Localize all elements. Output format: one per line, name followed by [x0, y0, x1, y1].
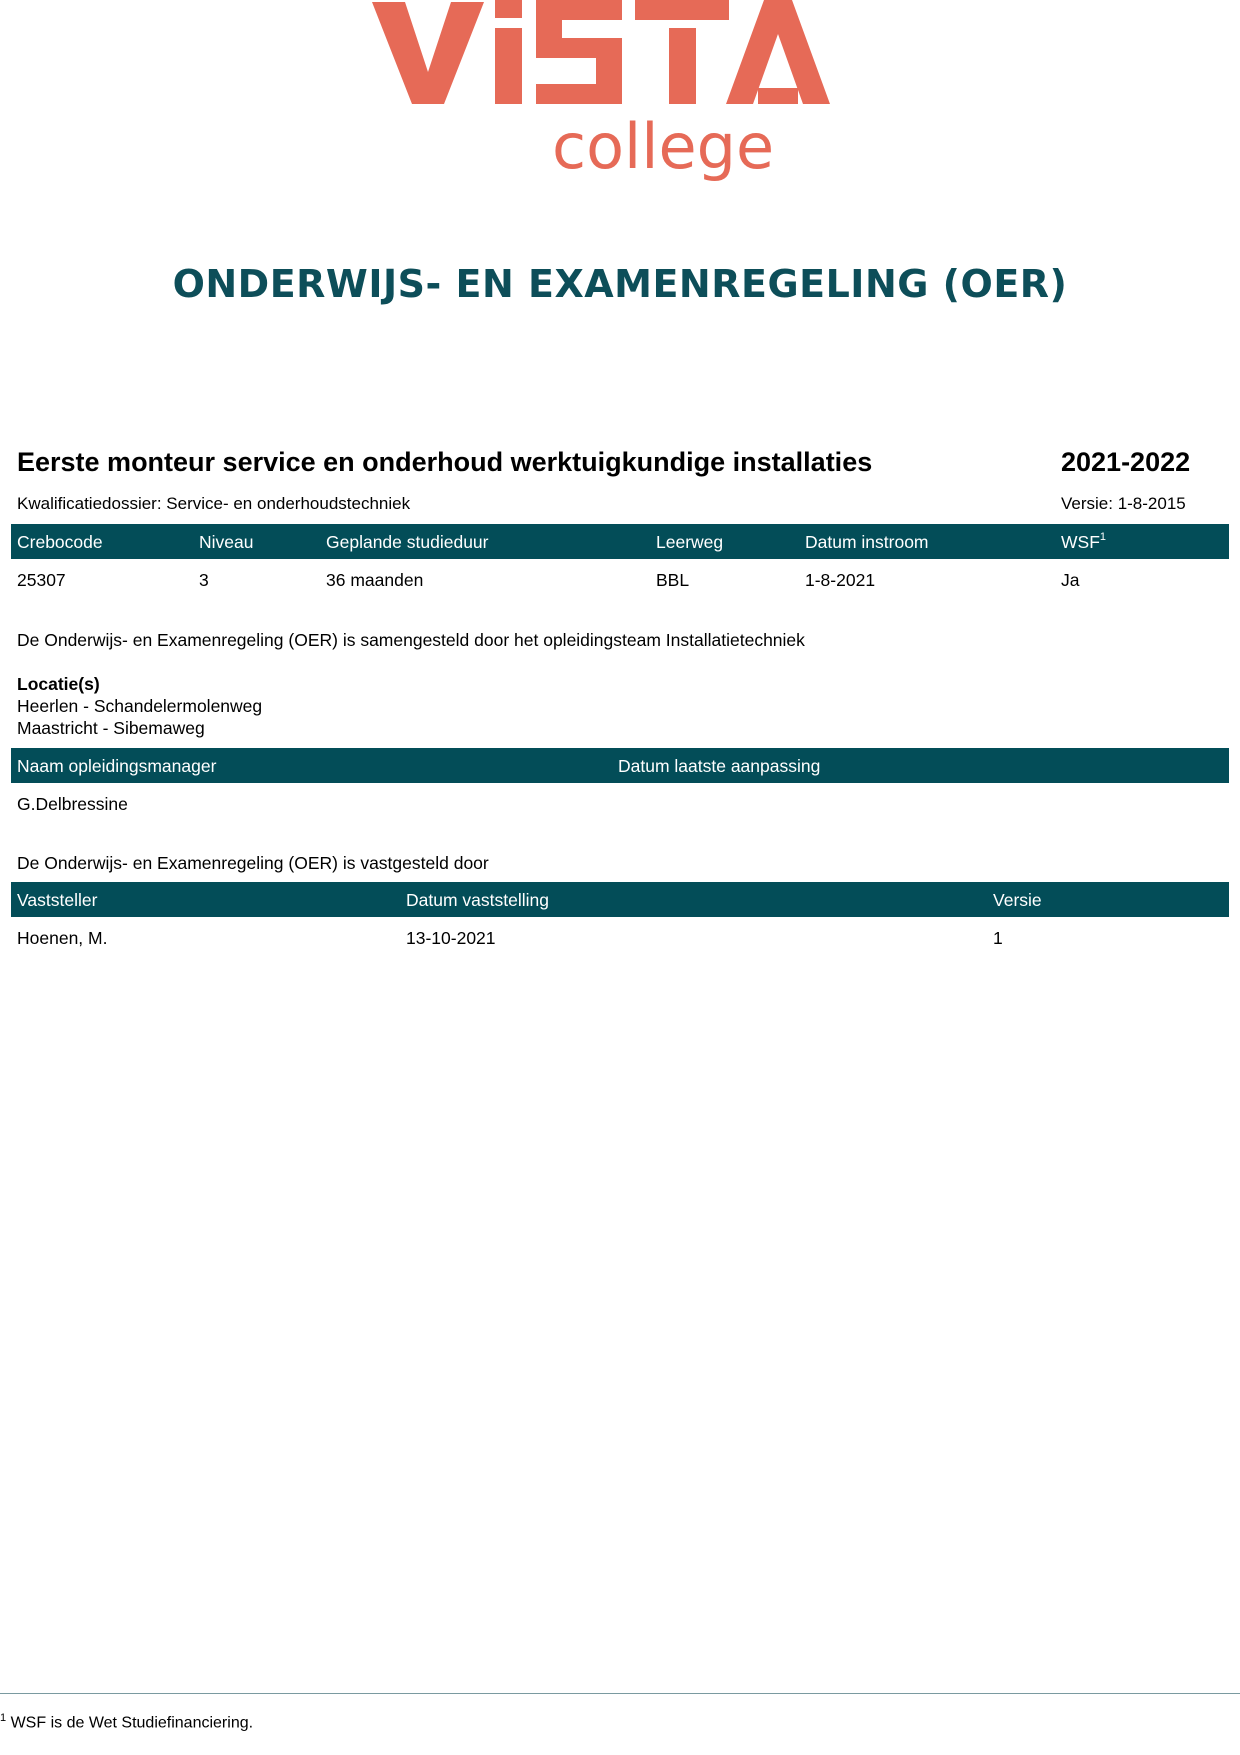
header-opleidingsmanager: Naam opleidingsmanager: [17, 756, 217, 776]
value-niveau: 3: [199, 570, 209, 590]
header-niveau: Niveau: [199, 532, 254, 552]
program-year: 2021-2022: [1061, 447, 1191, 477]
value-versie: 1: [993, 928, 1003, 948]
value-leerweg: BBL: [656, 570, 690, 590]
locatie-item: Heerlen - Schandelermolenweg: [17, 696, 263, 716]
header-crebocode: Crebocode: [17, 532, 103, 552]
page-title: ONDERWIJS- EN EXAMENREGELING (OER): [172, 262, 1068, 306]
header-datum-vaststelling: Datum vaststelling: [406, 890, 549, 910]
program-table-header: [11, 524, 1229, 559]
vista-college-logo: [360, 0, 900, 210]
footnote-marker: 1: [0, 1712, 7, 1724]
manager-table-header: [11, 748, 1229, 783]
header-laatste-aanpassing: Datum laatste aanpassing: [618, 756, 821, 776]
value-opleidingsmanager: G.Delbressine: [17, 794, 128, 814]
vaststelling-table-header: [11, 882, 1229, 917]
footnote-text: WSF is de Wet Studiefinanciering.: [10, 1714, 254, 1732]
dossier-versie: Versie: 1-8-2015: [1061, 494, 1186, 513]
header-studieduur: Geplande studieduur: [326, 532, 489, 552]
composed-by-text: De Onderwijs- en Examenregeling (OER) is samengesteld door het opleidingsteam Installatietechniek: [17, 630, 805, 650]
value-crebocode: 25307: [17, 570, 66, 590]
kwalificatiedossier: Kwalificatiedossier: Service- en onderhoudstechniek: [17, 494, 411, 513]
header-wsf-label: WSF: [1061, 532, 1100, 552]
footnote-ref[interactable]: 1: [1099, 531, 1107, 544]
footnote-divider: [0, 1693, 1240, 1694]
value-wsf: Ja: [1061, 570, 1080, 590]
logo-college-text: college: [552, 110, 775, 183]
header-wsf: [1061, 532, 1106, 553]
value-studieduur: 36 maanden: [326, 570, 424, 590]
value-vaststeller: Hoenen, M.: [17, 928, 108, 948]
header-datum-instroom: Datum instroom: [805, 532, 929, 552]
footnote: [0, 1712, 253, 1732]
program-title: Eerste monteur service en onderhoud werktuigkundige installaties: [17, 447, 873, 477]
locatie-item: Maastricht - Sibemaweg: [17, 718, 205, 738]
value-datum-vaststelling: 13-10-2021: [406, 928, 496, 948]
locaties-label: Locatie(s): [17, 674, 100, 694]
established-by-text: De Onderwijs- en Examenregeling (OER) is vastgesteld door: [17, 853, 489, 873]
header-leerweg: Leerweg: [656, 532, 724, 552]
header-vaststeller: Vaststeller: [17, 890, 98, 910]
value-datum-instroom: 1-8-2021: [805, 570, 876, 590]
header-versie: Versie: [993, 890, 1042, 910]
